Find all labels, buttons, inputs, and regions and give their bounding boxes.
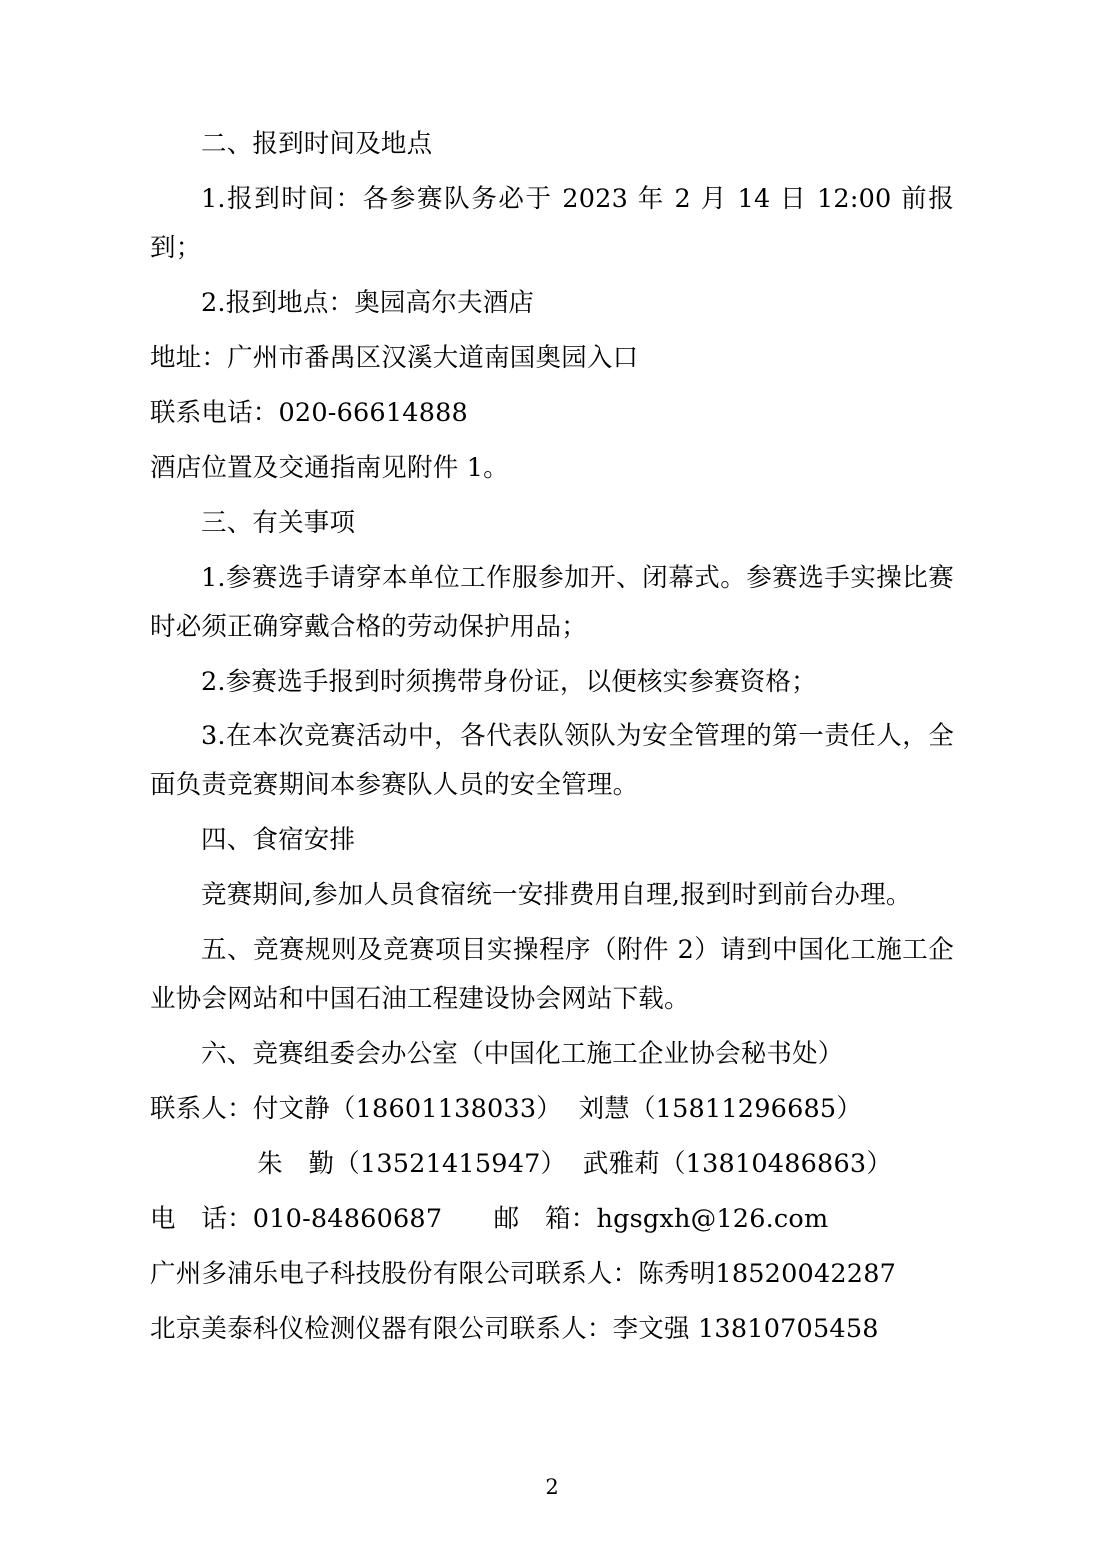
paragraph-sec2-item1: 1.报到时间：各参赛队务必于 2023 年 2 月 14 日 12:00 前报到；: [150, 183, 954, 263]
paragraph-sec2-map: 酒店位置及交通指南见附件 1。: [150, 452, 509, 483]
paragraph-sec4-body: 竞赛期间,参加人员食宿统一安排费用自理,报到时到前台办理。: [201, 880, 912, 911]
paragraph-sec2-item2: 2.报到地点：奥园高尔夫酒店: [201, 287, 535, 318]
paragraph-sec6-phone: 电 话：010-84860687 邮 箱：hgsgxh@126.com: [150, 1204, 829, 1235]
page-number: 2: [545, 1475, 559, 1499]
paragraph-sec2-heading: 二、报到时间及地点: [201, 129, 433, 159]
paragraph-sec3-item2: 2.参赛选手报到时须携带身份证，以便核实参赛资格；: [201, 666, 817, 697]
paragraph-sec6-company2: 北京美泰科仪检测仪器有限公司联系人：李文强 13810705458: [150, 1313, 879, 1344]
paragraph-sec2-address: 地址：广州市番禺区汉溪大道南国奥园入口: [150, 342, 639, 373]
paragraph-sec4-heading: 四、食宿安排: [201, 825, 356, 856]
paragraph-sec6-heading: 六、竞赛组委会办公室（中国化工施工企业协会秘书处）: [201, 1039, 844, 1070]
paragraph-sec6-company1: 广州多浦乐电子科技股份有限公司联系人：陈秀明18520042287: [150, 1259, 897, 1290]
paragraph-sec5-body: 五、竞赛规则及竞赛项目实操程序（附件 2）请到中国化工施工企业协会网站和中国石油工程建设协会网站下载。: [150, 935, 954, 1015]
paragraph-sec2-phone: 联系电话：020-66614888: [150, 397, 468, 428]
paragraph-sec3-heading: 三、有关事项: [201, 507, 356, 538]
document-body: [150, 120, 954, 1354]
paragraph-sec3-item1: 1.参赛选手请穿本单位工作服参加开、闭幕式。参赛选手实操比赛时必须正确穿戴合格的劳动保护用品；: [150, 562, 954, 642]
paragraph-sec6-contact2: 朱 勤（13521415947） 武雅莉（13810486863）: [257, 1149, 893, 1180]
paragraph-sec6-contact1: 联系人：付文静（18601138033） 刘慧（15811296685）: [150, 1094, 863, 1125]
paragraph-sec3-item3: 3.在本次竞赛活动中，各代表队领队为安全管理的第一责任人，全面负责竞赛期间本参赛队人员的安全管理。: [150, 721, 954, 801]
